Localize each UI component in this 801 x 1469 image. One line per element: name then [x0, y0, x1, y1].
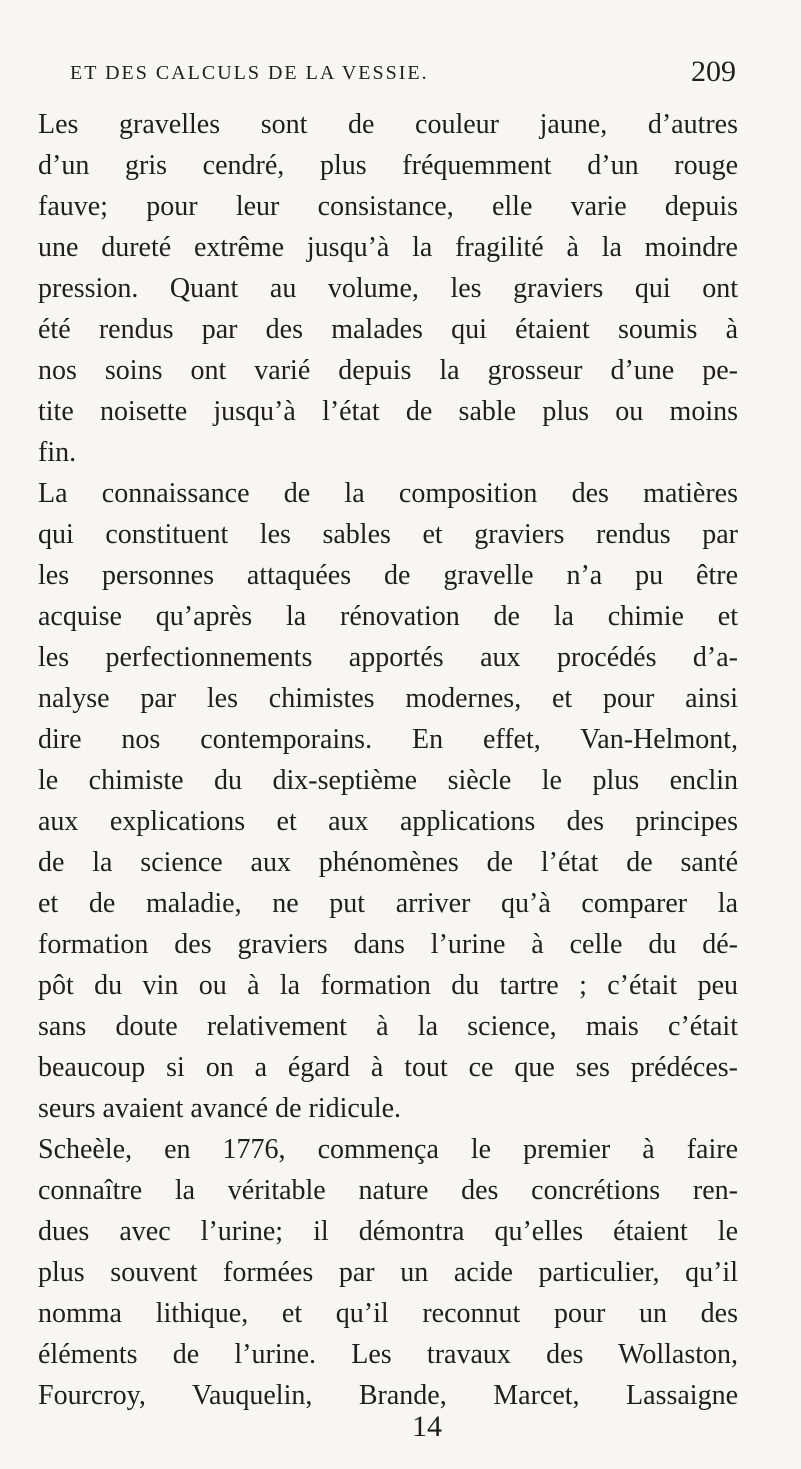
text-line [38, 514, 738, 555]
text-line-content: beaucoup si on a égard à tout ce que ses prédéces- [38, 1052, 738, 1083]
text-line-content: de la science aux phénomènes de l’état de santé [38, 847, 738, 878]
text-line-content: le chimiste du dix-septième siècle le plus enclin [38, 765, 738, 796]
text-line [38, 760, 738, 801]
text-line [38, 883, 738, 924]
text-line [38, 1334, 738, 1375]
text-line [38, 924, 738, 965]
text-line-content: tite noisette jusqu’à l’état de sable plus ou moins [38, 396, 738, 427]
text-line-content: aux explications et aux applications des principes [38, 806, 738, 837]
text-line-content: seurs avaient avancé de ridicule. [38, 1093, 402, 1124]
text-line [38, 1047, 738, 1088]
text-line [38, 473, 738, 514]
text-line-content: d’un gris cendré, plus fréquemment d’un rouge [38, 150, 738, 181]
body-text [38, 104, 738, 1416]
text-line [38, 1211, 738, 1252]
running-title: ET DES CALCULS DE LA VESSIE. [70, 62, 429, 84]
text-line-content: Les gravelles sont de couleur jaune, d’autres [38, 109, 738, 140]
text-line [38, 1252, 738, 1293]
text-line-content: les perfectionnements apportés aux procédés d’a- [38, 642, 738, 673]
text-line-content: été rendus par des malades qui étaient soumis à [38, 314, 738, 345]
text-line-content: connaître la véritable nature des concrétions ren- [38, 1175, 738, 1206]
text-line-content: formation des graviers dans l’urine à celle du dé- [38, 929, 738, 960]
text-line-content: acquise qu’après la rénovation de la chimie et [38, 601, 738, 632]
text-line [38, 555, 738, 596]
text-line-content: Scheèle, en 1776, commença le premier à faire [38, 1134, 738, 1165]
text-line [38, 1088, 738, 1129]
text-line-content: une dureté extrême jusqu’à la fragilité à la moindre [38, 232, 738, 263]
text-line [38, 350, 738, 391]
text-line-content: sans doute relativement à la science, mais c’était [38, 1011, 738, 1042]
printer-signature: 14 [412, 1410, 442, 1443]
text-line [38, 637, 738, 678]
text-line [38, 719, 738, 760]
page-number: 209 [691, 55, 736, 88]
text-line-content: pôt du vin ou à la formation du tartre ; c’était peu [38, 970, 738, 1001]
text-line-content: fin. [38, 437, 77, 468]
text-line [38, 104, 738, 145]
text-line-content: dues avec l’urine; il démontra qu’elles étaient le [38, 1216, 738, 1247]
text-line [38, 391, 738, 432]
text-line-content: qui constituent les sables et graviers rendus par [38, 519, 738, 550]
text-line-content: plus souvent formées par un acide particulier, qu’il [38, 1257, 738, 1288]
text-line [38, 268, 738, 309]
text-line [38, 1006, 738, 1047]
text-line-content: nomma lithique, et qu’il reconnut pour un des [38, 1298, 738, 1329]
text-line-content: éléments de l’urine. Les travaux des Wollaston, [38, 1339, 738, 1370]
text-line-content: Fourcroy, Vauquelin, Brande, Marcet, Lassaigne [38, 1380, 738, 1411]
text-line-content: La connaissance de la composition des matières [38, 478, 738, 509]
text-line [38, 1293, 738, 1334]
text-line [38, 227, 738, 268]
text-line [38, 801, 738, 842]
text-line-content: et de maladie, ne put arriver qu’à comparer la [38, 888, 738, 919]
text-line [38, 678, 738, 719]
text-line [38, 965, 738, 1006]
text-line [38, 1129, 738, 1170]
text-line-content: fauve; pour leur consistance, elle varie depuis [38, 191, 738, 222]
text-line [38, 1170, 738, 1211]
text-line [38, 1375, 738, 1416]
text-line [38, 842, 738, 883]
text-line-content: nalyse par les chimistes modernes, et pour ainsi [38, 683, 738, 714]
text-line-content: dire nos contemporains. En effet, Van-Helmont, [38, 724, 738, 755]
text-line [38, 596, 738, 637]
text-line-content: les personnes attaquées de gravelle n’a pu être [38, 560, 738, 591]
text-line [38, 145, 738, 186]
text-line [38, 432, 738, 473]
text-line [38, 309, 738, 350]
text-line [38, 186, 738, 227]
text-line-content: nos soins ont varié depuis la grosseur d’une pe- [38, 355, 738, 386]
text-line-content: pression. Quant au volume, les graviers qui ont [38, 273, 738, 304]
running-head [70, 50, 736, 90]
